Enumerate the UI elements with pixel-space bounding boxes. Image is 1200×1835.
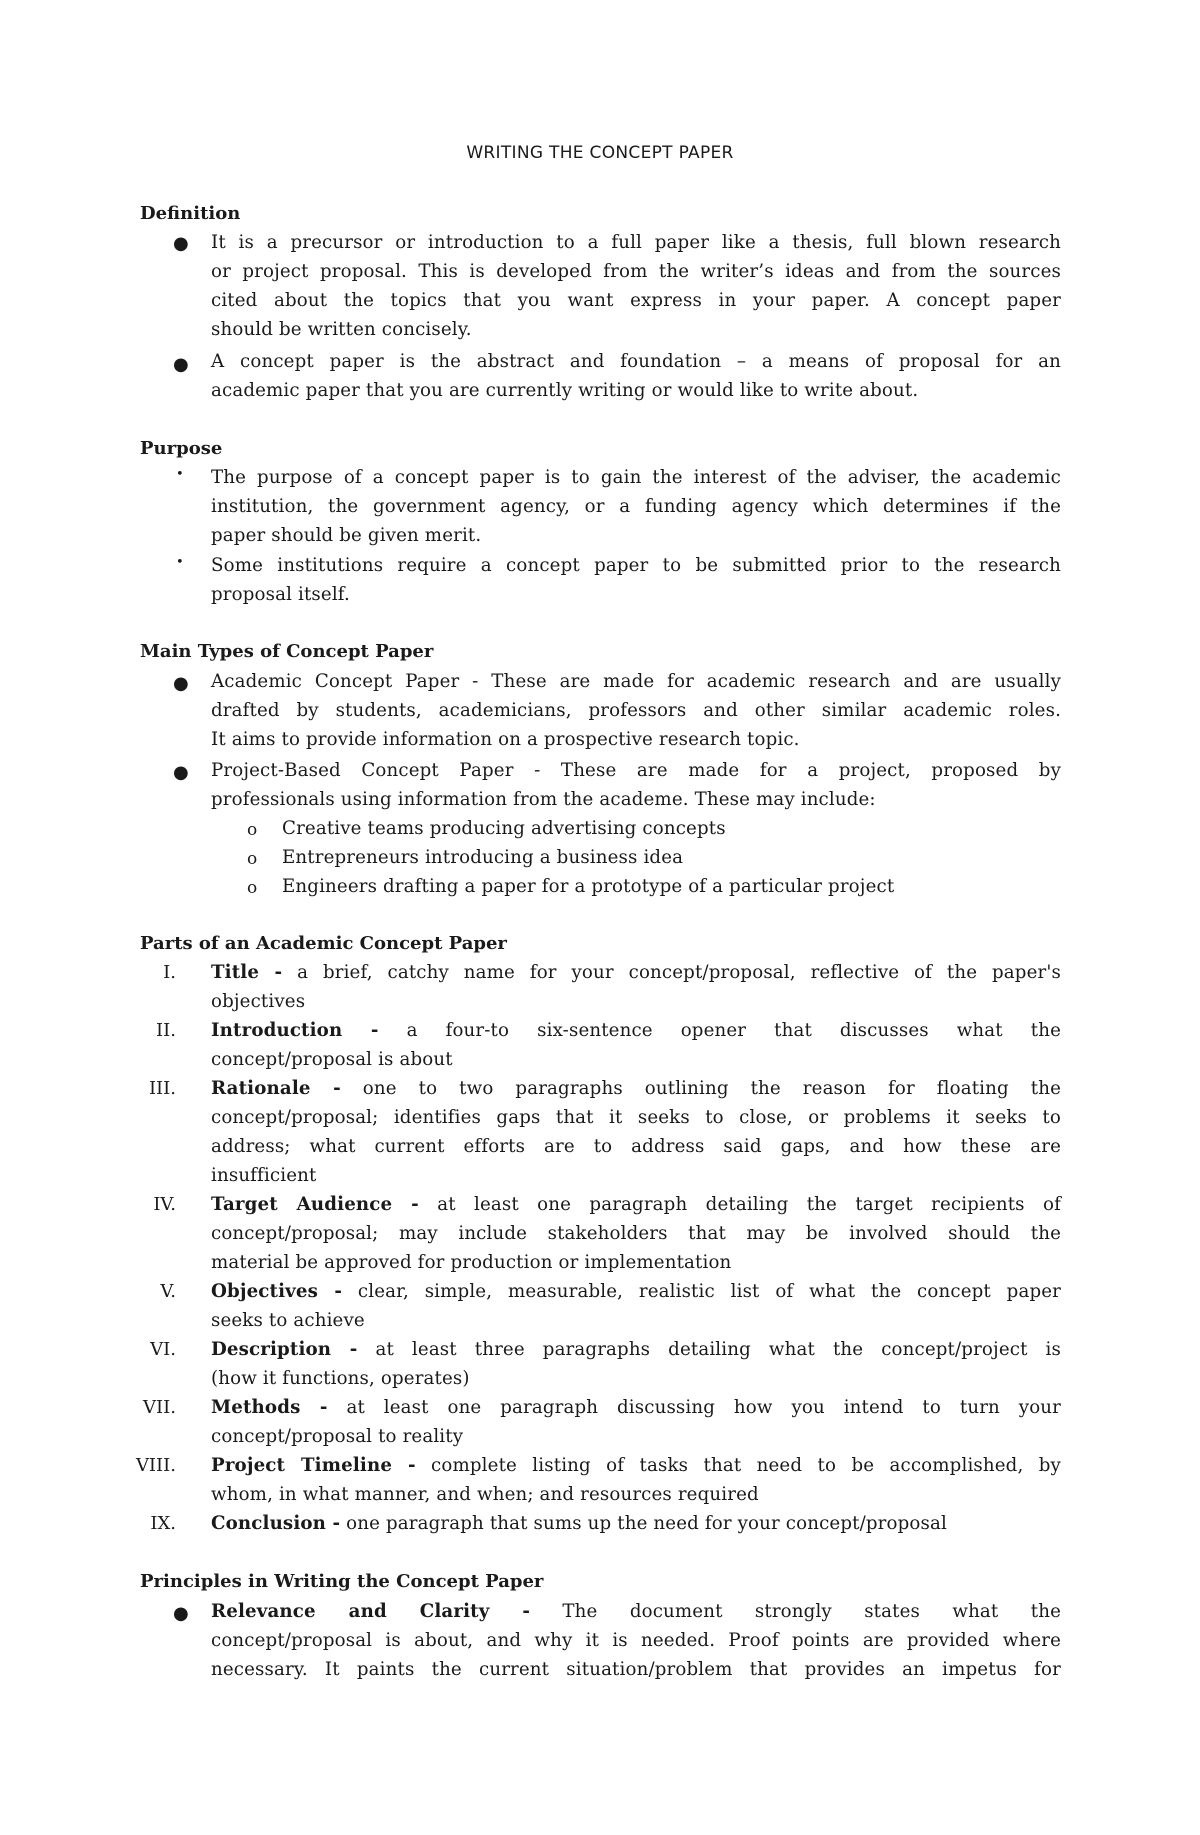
- part-term: Description -: [211, 1339, 358, 1360]
- heading-types: Main Types of Concept Paper: [140, 641, 434, 662]
- part-term: Conclusion -: [211, 1513, 341, 1534]
- part-objectives-line1: [211, 1281, 1061, 1302]
- part-methods-line1: [211, 1397, 1061, 1418]
- part-methods-line2: concept/proposal to reality: [211, 1426, 464, 1447]
- definition-b1-line2: or project proposal. This is developed from the writer’s ideas and from the sources: [211, 261, 1061, 282]
- part-term: Rationale -: [211, 1078, 341, 1099]
- part-audience-line2: concept/proposal; may include stakeholders that may be involved should the: [211, 1223, 1061, 1244]
- part-intro-line2: concept/proposal is about: [211, 1049, 453, 1070]
- definition-b1-line4: should be written concisely.: [211, 319, 472, 340]
- part-text: at least three paragraphs detailing what the concept/project is: [357, 1339, 1061, 1360]
- types-b1-line2: drafted by students, academicians, professors and other similar academic roles.: [211, 700, 1061, 721]
- heading-purpose: Purpose: [140, 438, 223, 459]
- part-rationale-line1: [211, 1078, 1061, 1099]
- types-sub-item-1: Creative teams producing advertising concepts: [282, 818, 726, 839]
- part-term: Objectives -: [211, 1281, 343, 1302]
- part-rationale-line4: insufficient: [211, 1165, 317, 1186]
- list-numeral: VII.: [143, 1397, 176, 1418]
- principle-term: Relevance and Clarity -: [211, 1601, 531, 1622]
- part-conclusion-line1: [211, 1513, 947, 1534]
- bullet-icon: ●: [173, 673, 189, 694]
- principle-text: The document strongly states what the: [530, 1601, 1061, 1622]
- sub-bullet-marker: o: [247, 849, 258, 869]
- part-term: Title -: [211, 962, 283, 983]
- part-text: one paragraph that sums up the need for your concept/proposal: [340, 1513, 947, 1534]
- heading-principles: Principles in Writing the Concept Paper: [140, 1571, 544, 1592]
- types-b2-line2: professionals using information from the academe. These may include:: [211, 789, 876, 810]
- list-numeral: IX.: [150, 1513, 176, 1534]
- list-numeral: VIII.: [135, 1455, 176, 1476]
- heading-definition: Definition: [140, 203, 241, 224]
- part-rationale-line2: concept/proposal; identifies gaps that it seeks to close, or problems it seeks to: [211, 1107, 1061, 1128]
- part-audience-line1: [211, 1194, 1061, 1215]
- part-audience-line3: material be approved for production or implementation: [211, 1252, 732, 1273]
- list-numeral: III.: [148, 1078, 176, 1099]
- purpose-b1-line1: The purpose of a concept paper is to gain the interest of the adviser, the academic: [211, 467, 1061, 488]
- bullet-icon: •: [176, 467, 184, 482]
- purpose-b1-line2: institution, the government agency, or a funding agency which determines if the: [211, 496, 1061, 517]
- heading-parts: Parts of an Academic Concept Paper: [140, 933, 507, 954]
- part-description-line1: [211, 1339, 1061, 1360]
- purpose-b1-line3: paper should be given merit.: [211, 525, 482, 546]
- definition-b2-line1: A concept paper is the abstract and foundation – a means of proposal for an: [211, 351, 1061, 372]
- part-term: Target Audience -: [211, 1194, 419, 1215]
- part-title-line1: [211, 962, 1061, 983]
- part-intro-line1: [211, 1020, 1061, 1041]
- bullet-icon: ●: [173, 233, 189, 254]
- bullet-icon: ●: [173, 354, 189, 375]
- part-text: a brief, catchy name for your concept/proposal, reflective of the paper's: [282, 962, 1061, 983]
- types-sub-item-3: Engineers drafting a paper for a prototype of a particular project: [282, 876, 895, 897]
- part-text: one to two paragraphs outlining the reason for floating the: [340, 1078, 1062, 1099]
- purpose-b2-line2: proposal itself.: [211, 584, 350, 605]
- part-term: Methods -: [211, 1397, 328, 1418]
- part-timeline-line2: whom, in what manner, and when; and resources required: [211, 1484, 759, 1505]
- part-rationale-line3: address; what current efforts are to address said gaps, and how these are: [211, 1136, 1061, 1157]
- list-numeral: II.: [156, 1020, 176, 1041]
- principles-b1-line1: [211, 1601, 1061, 1622]
- principles-b1-line2: concept/proposal is about, and why it is needed. Proof points are provided where: [211, 1630, 1061, 1651]
- part-timeline-line1: [211, 1455, 1061, 1476]
- sub-bullet-marker: o: [247, 878, 258, 898]
- part-term: Project Timeline -: [211, 1455, 416, 1476]
- page-title: WRITING THE CONCEPT PAPER: [466, 143, 734, 163]
- part-text: at least one paragraph detailing the target recipients of: [418, 1194, 1061, 1215]
- list-numeral: IV.: [153, 1194, 176, 1215]
- list-numeral: VI.: [150, 1339, 176, 1360]
- principles-b1-line3: necessary. It paints the current situation/problem that provides an impetus for: [211, 1659, 1061, 1680]
- definition-b2-line2: academic paper that you are currently writing or would like to write about.: [211, 380, 919, 401]
- part-text: clear, simple, measurable, realistic list of what the concept paper: [342, 1281, 1062, 1302]
- part-text: at least one paragraph discussing how you intend to turn your: [327, 1397, 1061, 1418]
- sub-bullet-marker: o: [247, 820, 258, 840]
- types-b1-line3: It aims to provide information on a prospective research topic.: [211, 729, 800, 750]
- part-term: Introduction -: [211, 1020, 379, 1041]
- part-text: complete listing of tasks that need to be accomplished, by: [415, 1455, 1061, 1476]
- purpose-b2-line1: Some institutions require a concept paper to be submitted prior to the research: [211, 555, 1061, 576]
- types-b2-line1: Project-Based Concept Paper - These are made for a project, proposed by: [211, 760, 1061, 781]
- part-title-line2: objectives: [211, 991, 306, 1012]
- list-numeral: I.: [163, 962, 176, 983]
- bullet-icon: •: [176, 555, 184, 570]
- bullet-icon: ●: [173, 762, 189, 783]
- part-description-line2: (how it functions, operates): [211, 1368, 470, 1389]
- part-objectives-line2: seeks to achieve: [211, 1310, 365, 1331]
- types-b1-line1: Academic Concept Paper - These are made for academic research and are usually: [211, 671, 1061, 692]
- definition-b1-line1: It is a precursor or introduction to a full paper like a thesis, full blown research: [211, 232, 1061, 253]
- part-text: a four-to six-sentence opener that discusses what the: [378, 1020, 1061, 1041]
- definition-b1-line3: cited about the topics that you want express in your paper. A concept paper: [211, 290, 1061, 311]
- list-numeral: V.: [160, 1281, 176, 1302]
- bullet-icon: ●: [173, 1603, 189, 1624]
- types-sub-item-2: Entrepreneurs introducing a business idea: [282, 847, 684, 868]
